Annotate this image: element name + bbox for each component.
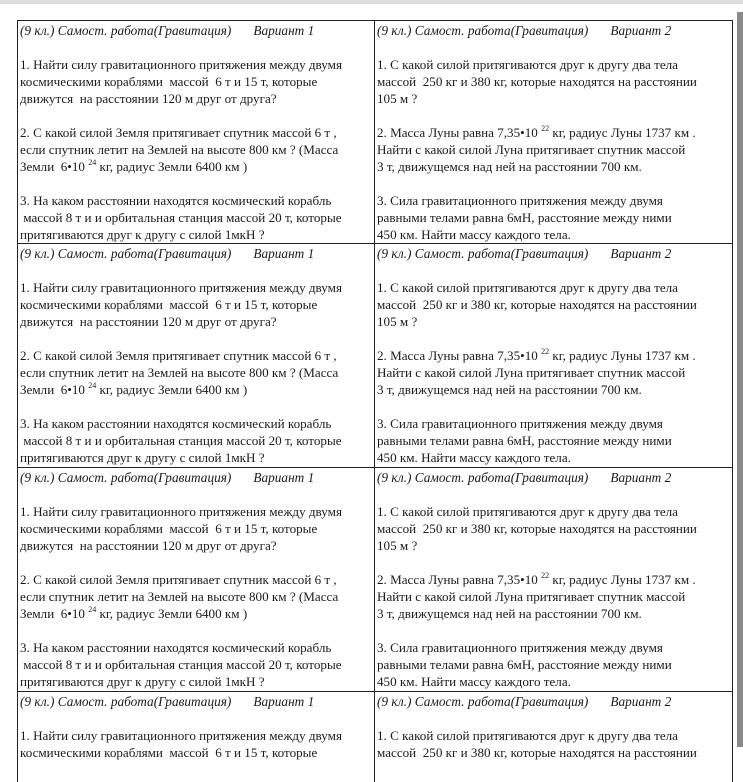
table-row xyxy=(17,244,733,468)
task-text: равными телами равна 6мН, расстояние между ними xyxy=(377,210,672,225)
card-header xyxy=(20,693,374,710)
header-title: (9 кл.) Самост. работа(Гравитация) xyxy=(377,23,589,38)
variant-1-card xyxy=(17,21,374,243)
task-text-with-exponent xyxy=(20,605,374,622)
task-text: 3. На каком расстоянии находятся космический корабль xyxy=(20,193,332,208)
task-text: Земли 6•10 xyxy=(20,382,89,397)
task-text: Найти с какой силой Луна притягивает спутник массой xyxy=(377,365,686,380)
table-row xyxy=(17,692,733,782)
task-text: если спутник летит на Землей на высоте 800 км ? (Масса xyxy=(20,365,339,380)
variant-2-card xyxy=(374,692,733,782)
task-text: 3. На каком расстоянии находятся космический корабль xyxy=(20,416,332,431)
exponent: 22 xyxy=(541,124,550,133)
card-header xyxy=(377,22,732,39)
task-text: 2. С какой силой Земля притягивает спутник массой 6 т , xyxy=(20,125,337,140)
card-header xyxy=(377,245,732,262)
task-text: космическими кораблями массой 6 т и 15 т, которые xyxy=(20,521,318,536)
task-text: Земли 6•10 xyxy=(20,159,89,174)
task-text: кг, радиус Земли 6400 км ) xyxy=(96,159,248,174)
task-text: притягиваются друг к другу с силой 1мкН ? xyxy=(20,674,265,689)
scrollbar[interactable] xyxy=(737,12,743,747)
task-text: 3 т, движущемся над ней на расстоянии 700 км. xyxy=(377,159,642,174)
task-text: 2. С какой силой Земля притягивает спутник массой 6 т , xyxy=(20,572,337,587)
task-3 xyxy=(377,639,732,690)
exponent: 24 xyxy=(88,605,97,614)
table-row xyxy=(17,21,733,244)
task-text: кг, радиус Земли 6400 км ) xyxy=(96,606,248,621)
task-text: 3. Сила гравитационного притяжения между двумя xyxy=(377,640,663,655)
task-1 xyxy=(20,56,374,107)
header-title: (9 кл.) Самост. работа(Гравитация) xyxy=(20,694,232,709)
task-text: если спутник летит на Землей на высоте 800 км ? (Масса xyxy=(20,589,339,604)
task-text-with-exponent xyxy=(20,158,374,175)
variant-2-card xyxy=(374,21,733,243)
task-text: космическими кораблями массой 6 т и 15 т, которые xyxy=(20,745,318,760)
task-text: кг, радиус Земли 6400 км ) xyxy=(96,382,248,397)
task-text: 3 т, движущемся над ней на расстоянии 700 км. xyxy=(377,382,642,397)
task-text: 1. С какой силой притягиваются друг к другу два тела xyxy=(377,57,678,72)
task-2 xyxy=(20,347,374,398)
task-text: Найти с какой силой Луна притягивает спутник массой xyxy=(377,589,686,604)
exponent: 22 xyxy=(541,347,550,356)
task-text: Земли 6•10 xyxy=(20,606,89,621)
variant-label: Вариант 1 xyxy=(253,23,315,38)
task-text: 2. Масса Луны равна 7,35•10 xyxy=(377,348,542,363)
task-text: 3. На каком расстоянии находятся космический корабль xyxy=(20,640,332,655)
task-text: равными телами равна 6мН, расстояние между ними xyxy=(377,433,672,448)
task-text: равными телами равна 6мН, расстояние между ними xyxy=(377,657,672,672)
task-text: Найти с какой силой Луна притягивает спутник массой xyxy=(377,142,686,157)
task-text: движутся на расстоянии 120 м друг от друга? xyxy=(20,314,277,329)
task-text: массой 250 кг и 380 кг, которые находятся на расстоянии xyxy=(377,521,697,536)
variant-label: Вариант 2 xyxy=(610,23,672,38)
variant-label: Вариант 2 xyxy=(610,470,672,485)
task-3 xyxy=(377,415,732,466)
task-2 xyxy=(377,347,732,398)
task-text: массой 8 т и и орбитальная станция массой 20 т, которые xyxy=(20,433,342,448)
task-text: кг, радиус Луны 1737 км . xyxy=(549,125,696,140)
task-text: 105 м ? xyxy=(377,91,418,106)
task-text: 450 км. Найти массу каждого тела. xyxy=(377,450,571,465)
task-text-with-exponent xyxy=(377,571,732,588)
variant-label: Вариант 2 xyxy=(610,694,672,709)
task-text: 2. Масса Луны равна 7,35•10 xyxy=(377,572,542,587)
exponent: 22 xyxy=(541,571,550,580)
task-text: кг, радиус Луны 1737 км . xyxy=(549,348,696,363)
task-1 xyxy=(377,503,732,554)
task-text: 1. С какой силой притягиваются друг к другу два тела xyxy=(377,504,678,519)
header-title: (9 кл.) Самост. работа(Гравитация) xyxy=(377,694,589,709)
table-row xyxy=(17,468,733,692)
task-3 xyxy=(377,192,732,243)
task-text: 450 км. Найти массу каждого тела. xyxy=(377,227,571,242)
task-text: массой 8 т и и орбитальная станция массой 20 т, которые xyxy=(20,657,342,672)
task-text: движутся на расстоянии 120 м друг от друга? xyxy=(20,91,277,106)
task-2 xyxy=(20,124,374,175)
header-title: (9 кл.) Самост. работа(Гравитация) xyxy=(20,246,232,261)
task-1 xyxy=(377,56,732,107)
task-text: массой 250 кг и 380 кг, которые находятся на расстоянии xyxy=(377,74,697,89)
task-text: 3. Сила гравитационного притяжения между двумя xyxy=(377,193,663,208)
exponent: 24 xyxy=(88,158,97,167)
variant-label: Вариант 1 xyxy=(253,246,315,261)
task-1 xyxy=(377,727,732,761)
task-text: 1. Найти силу гравитационного притяжения между двумя xyxy=(20,280,342,295)
variant-label: Вариант 1 xyxy=(253,470,315,485)
task-text: 3 т, движущемся над ней на расстоянии 700 км. xyxy=(377,606,642,621)
task-text: 3. Сила гравитационного притяжения между двумя xyxy=(377,416,663,431)
task-text: 2. Масса Луны равна 7,35•10 xyxy=(377,125,542,140)
card-header xyxy=(20,22,374,39)
variant-2-card xyxy=(374,244,733,467)
variant-1-card xyxy=(17,244,374,467)
task-3 xyxy=(20,415,374,466)
card-header xyxy=(377,693,732,710)
variant-1-card xyxy=(17,692,374,782)
task-text: если спутник летит на Землей на высоте 800 км ? (Масса xyxy=(20,142,339,157)
card-header xyxy=(20,245,374,262)
task-1 xyxy=(20,727,374,761)
task-text: массой 250 кг и 380 кг, которые находятся на расстоянии xyxy=(377,297,697,312)
task-3 xyxy=(20,639,374,690)
task-text: кг, радиус Луны 1737 км . xyxy=(549,572,696,587)
task-text: 1. С какой силой притягиваются друг к другу два тела xyxy=(377,728,678,743)
task-text: притягиваются друг к другу с силой 1мкН ? xyxy=(20,227,265,242)
worksheet-table xyxy=(17,20,733,782)
task-text-with-exponent xyxy=(377,347,732,364)
task-text: 2. С какой силой Земля притягивает спутник массой 6 т , xyxy=(20,348,337,363)
task-text: 105 м ? xyxy=(377,538,418,553)
header-title: (9 кл.) Самост. работа(Гравитация) xyxy=(20,23,232,38)
task-text: 1. С какой силой притягиваются друг к другу два тела xyxy=(377,280,678,295)
header-title: (9 кл.) Самост. работа(Гравитация) xyxy=(377,470,589,485)
task-text: 1. Найти силу гравитационного притяжения между двумя xyxy=(20,728,342,743)
exponent: 24 xyxy=(88,381,97,390)
task-text: притягиваются друг к другу с силой 1мкН ? xyxy=(20,450,265,465)
variant-2-card xyxy=(374,468,733,691)
header-title: (9 кл.) Самост. работа(Гравитация) xyxy=(20,470,232,485)
variant-label: Вариант 1 xyxy=(253,694,315,709)
task-text: 450 км. Найти массу каждого тела. xyxy=(377,674,571,689)
task-1 xyxy=(20,279,374,330)
top-edge-bar xyxy=(0,0,743,4)
task-text: космическими кораблями массой 6 т и 15 т, которые xyxy=(20,297,318,312)
task-2 xyxy=(20,571,374,622)
task-2 xyxy=(377,571,732,622)
card-header xyxy=(377,469,732,486)
task-1 xyxy=(377,279,732,330)
task-text: космическими кораблями массой 6 т и 15 т, которые xyxy=(20,74,318,89)
variant-label: Вариант 2 xyxy=(610,246,672,261)
task-text-with-exponent xyxy=(20,381,374,398)
task-text: 1. Найти силу гравитационного притяжения между двумя xyxy=(20,57,342,72)
task-text: движутся на расстоянии 120 м друг от друга? xyxy=(20,538,277,553)
task-text: 105 м ? xyxy=(377,314,418,329)
header-title: (9 кл.) Самост. работа(Гравитация) xyxy=(377,246,589,261)
task-2 xyxy=(377,124,732,175)
task-3 xyxy=(20,192,374,243)
task-text: 1. Найти силу гравитационного притяжения между двумя xyxy=(20,504,342,519)
task-text: массой 8 т и и орбитальная станция массой 20 т, которые xyxy=(20,210,342,225)
task-text: массой 250 кг и 380 кг, которые находятся на расстоянии xyxy=(377,745,697,760)
task-1 xyxy=(20,503,374,554)
task-text-with-exponent xyxy=(377,124,732,141)
variant-1-card xyxy=(17,468,374,691)
card-header xyxy=(20,469,374,486)
